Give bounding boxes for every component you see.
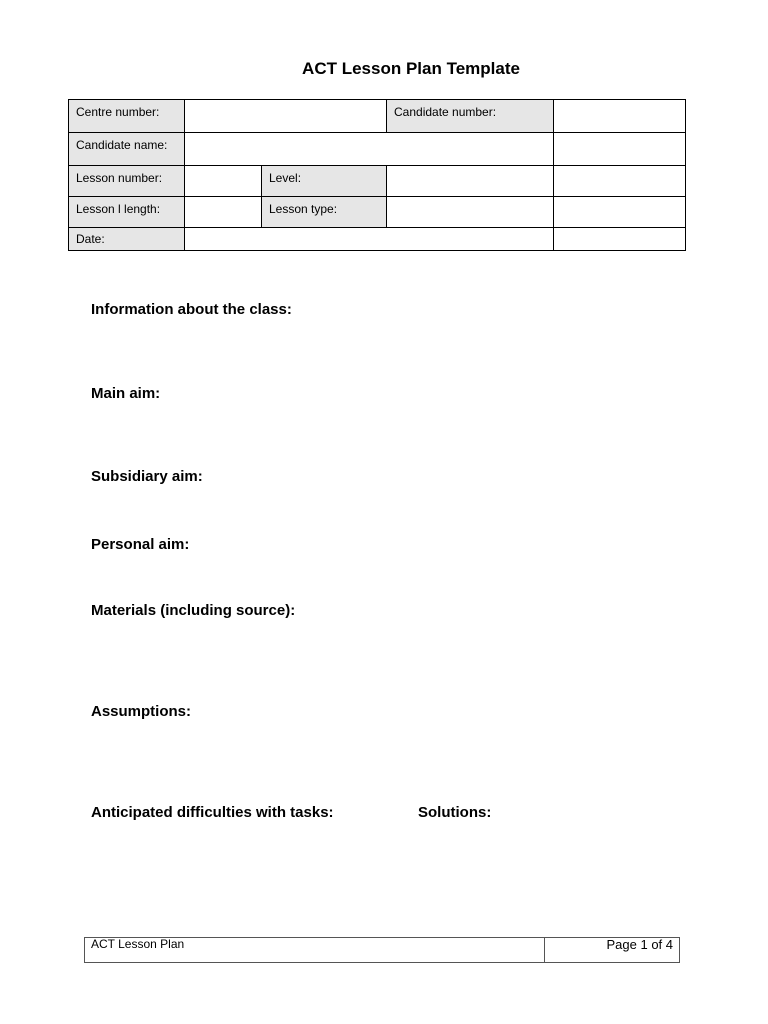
lesson-info-table	[68, 99, 686, 251]
document-title: ACT Lesson Plan Template	[302, 59, 520, 78]
level-label-cell	[262, 166, 387, 197]
candidate-number-label-cell	[387, 100, 554, 133]
footer-page-number: Page 1 of 4	[606, 937, 673, 952]
date-field[interactable]	[185, 228, 554, 251]
personal-aim-heading: Personal aim:	[91, 536, 190, 553]
subsidiary-aim-heading: Subsidiary aim:	[91, 468, 203, 485]
centre-number-label: Centre number:	[76, 105, 160, 119]
lesson-number-field[interactable]	[185, 166, 262, 197]
lesson-number-label: Lesson number:	[76, 171, 163, 185]
level-field[interactable]	[387, 166, 554, 197]
information-about-class-heading: Information about the class:	[91, 301, 292, 318]
lesson-type-extra-cell[interactable]	[554, 197, 686, 228]
date-extra-cell[interactable]	[554, 228, 686, 251]
candidate-number-field[interactable]	[554, 100, 686, 133]
centre-number-label-cell	[69, 100, 185, 133]
table-row	[69, 166, 686, 197]
table-row	[69, 100, 686, 133]
solutions-heading: Solutions:	[418, 804, 492, 821]
footer-document-name: ACT Lesson Plan	[85, 938, 545, 962]
candidate-name-label-cell	[69, 133, 185, 166]
date-label-cell	[69, 228, 185, 251]
candidate-number-label: Candidate number:	[394, 105, 497, 119]
lesson-type-field[interactable]	[387, 197, 554, 228]
assumptions-heading: Assumptions:	[91, 703, 192, 720]
lesson-length-field[interactable]	[185, 197, 262, 228]
lesson-length-label: Lesson l length:	[76, 202, 161, 216]
lesson-number-label-cell	[69, 166, 185, 197]
date-label: Date:	[76, 232, 105, 246]
anticipated-difficulties-heading: Anticipated difficulties with tasks:	[91, 804, 334, 821]
materials-heading: Materials (including source):	[91, 602, 296, 619]
page-footer	[84, 937, 680, 963]
candidate-name-field[interactable]	[185, 133, 554, 166]
lesson-type-label: Lesson type:	[269, 202, 338, 216]
lesson-length-label-cell	[69, 197, 185, 228]
main-aim-heading: Main aim:	[91, 385, 161, 402]
table-row	[69, 133, 686, 166]
lesson-type-label-cell	[262, 197, 387, 228]
level-extra-cell[interactable]	[554, 166, 686, 197]
candidate-name-extra-cell[interactable]	[554, 133, 686, 166]
table-row	[69, 228, 686, 251]
level-label: Level:	[269, 171, 302, 185]
centre-number-field[interactable]	[185, 100, 387, 133]
candidate-name-label: Candidate name:	[76, 138, 168, 152]
table-row	[69, 197, 686, 228]
